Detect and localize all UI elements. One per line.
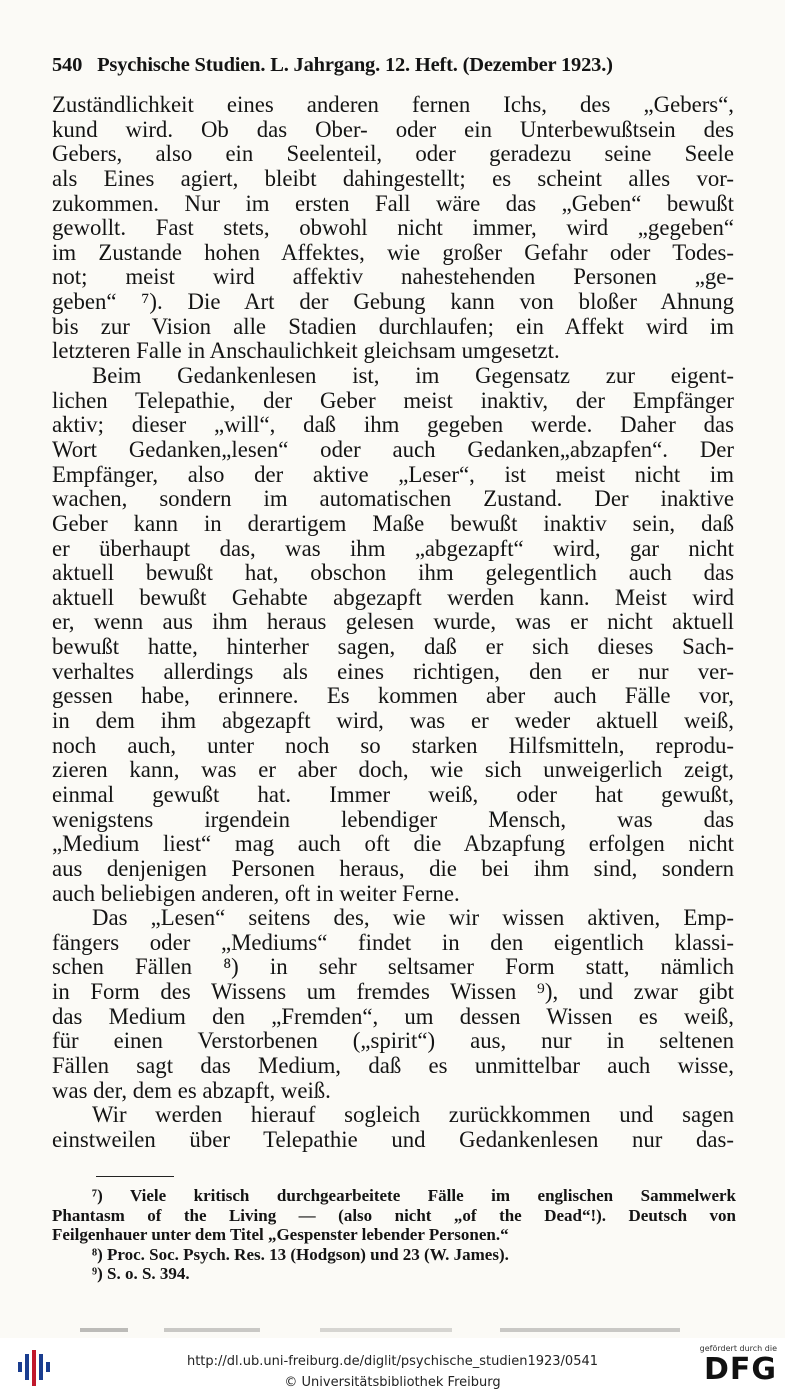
text-line: wenigstens irgendein lebendiger Mensch, was das [52,806,734,832]
body-text [52,93,734,1153]
footnote-line: Phantasm of the Living — (also nicht „of the Dead“!). Deutsch von [52,1205,736,1225]
running-title: Psychische Studien. L. Jahrgang. 12. Heft. (Dezember 1923.) [97,54,613,76]
text-line: Wort Gedanken„lesen“ oder auch Gedanken„abzapfen“. Der [52,436,734,462]
text-line: zukommen. Nur im ersten Fall wäre das „Geben“ bewußt [52,190,734,216]
paragraph-first-line: Beim Gedankenlesen ist, im Gegensatz zur eigent- [92,363,734,389]
text-line: auch beliebigen anderen, oft in weiter Ferne. [52,880,460,906]
text-line: er, wenn aus ihm heraus gelesen wurde, was er nicht aktuell [52,609,734,635]
text-line: geben“ ⁷). Die Art der Gebung kann von bloßer Ahnung [52,289,734,315]
text-line: aus denjenigen Personen heraus, die bei ihm sind, sondern [52,855,734,881]
text-line: was der, dem es abzapft, weiß. [52,1077,331,1103]
text-line: Zuständlichkeit eines anderen fernen Ichs, des „Gebers“, [52,92,734,117]
text-line: gessen habe, erinnere. Es kommen aber auch Fälle vor, [52,683,734,709]
copyright-notice: © Universitätsbibliothek Freiburg [284,1375,501,1390]
text-line: letzteren Falle in Anschaulichkeit gleichsam umgesetzt. [52,338,560,364]
footnotes [52,1186,736,1284]
page-number: 540 [52,54,83,76]
dfg-logo-icon [691,1344,777,1392]
page-header [52,54,732,77]
text-line: im Zustande hohen Affektes, wie großer Gefahr oder Todes- [52,239,734,265]
text-line: lichen Telepathie, der Geber meist inaktiv, der Empfänger [52,387,734,413]
text-line: aktuell bewußt Gehabte abgezapft werden kann. Meist wird [52,584,734,610]
text-line: als Eines agiert, bleibt dahingestellt; es scheint alles vor- [52,165,734,191]
text-line: für einen Verstorbenen („spirit“) aus, nur in seltenen [52,1028,734,1054]
text-line: verhaltes allerdings als eines richtigen, den er nur ver- [52,658,734,684]
text-line: wachen, sondern im automatischen Zustand. Der inaktive [52,486,734,512]
dfg-caption: gefördert durch die [699,1344,777,1353]
footnote-line: ⁹) S. o. S. 394. [92,1264,190,1283]
text-line: das Medium den „Fremden“, um dessen Wissen es weiß, [52,1003,734,1029]
text-line: bis zur Vision alle Stadien durchlaufen; ein Affekt wird im [52,313,734,339]
text-line: Empfänger, also der aktive „Leser“, ist meist nicht im [52,461,734,487]
text-line: Gebers, also ein Seelenteil, oder geradezu seine Seele [52,141,734,167]
text-line: gewollt. Fast stets, obwohl nicht immer, wird „gegeben“ [52,215,734,241]
paragraph-first-line: Das „Lesen“ seitens des, wie wir wissen aktiven, Emp- [92,905,734,931]
footnote-rule [96,1176,174,1177]
viewer-footer [0,1338,785,1395]
text-line: Fällen sagt das Medium, daß es unmittelbar auch wisse, [52,1052,734,1078]
text-line: „Medium liest“ mag auch oft die Abzapfung erfolgen nicht [52,831,734,857]
text-line: in Form des Wissens um fremdes Wissen ⁹), und zwar gibt [52,979,734,1005]
text-line: schen Fällen ⁸) in sehr seltsamer Form statt, nämlich [52,954,734,980]
text-line: einstweilen über Telepathie und Gedankenlesen nur das- [52,1126,734,1152]
footnote-line: ⁸) Proc. Soc. Psych. Res. 13 (Hodgson) und 23 (W. James). [92,1244,509,1264]
text-line: fängers oder „Mediums“ findet in den eigentlich klassi- [52,929,734,955]
dfg-wordmark: DFG [703,1352,777,1387]
text-line: bewußt hatte, hinterher sagen, daß er sich dieses Sach- [52,634,734,660]
text-line: Geber kann in derartigem Maße bewußt inaktiv sein, daß [52,510,734,536]
next-page-bleed [80,1328,680,1336]
footnote-line: ⁷) Viele kritisch durchgearbeitete Fälle im englischen Sammelwerk [92,1186,736,1205]
text-line: er überhaupt das, was ihm „abgezapft“ wird, gar nicht [52,535,734,561]
footnote-line: Feilgenhauer unter dem Titel „Gespenster lebender Personen.“ [52,1225,509,1244]
text-line: aktuell bewußt hat, obschon ihm gelegentlich auch das [52,560,734,586]
text-line: aktiv; dieser „will“, daß ihm gegeben werde. Daher das [52,412,734,438]
source-url-link[interactable]: http://dl.ub.uni-freiburg.de/diglit/psychische_studien1923/0541 [186,1354,599,1369]
text-line: noch auch, unter noch so starken Hilfsmitteln, reprodu- [52,732,734,758]
text-line: zieren kann, was er aber doch, wie sich unweigerlich zeigt, [52,757,734,783]
text-line: not; meist wird affektiv nahestehenden Personen „ge- [52,264,734,290]
text-line: in dem ihm abgezapft wird, was er weder aktuell weiß, [52,708,734,734]
paragraph-first-line: Wir werden hierauf sogleich zurückkommen und sagen [92,1102,734,1128]
text-line: kund wird. Ob das Ober- oder ein Unterbewußtsein des [52,116,734,142]
text-line: einmal gewußt hat. Immer weiß, oder hat gewußt, [52,781,734,807]
